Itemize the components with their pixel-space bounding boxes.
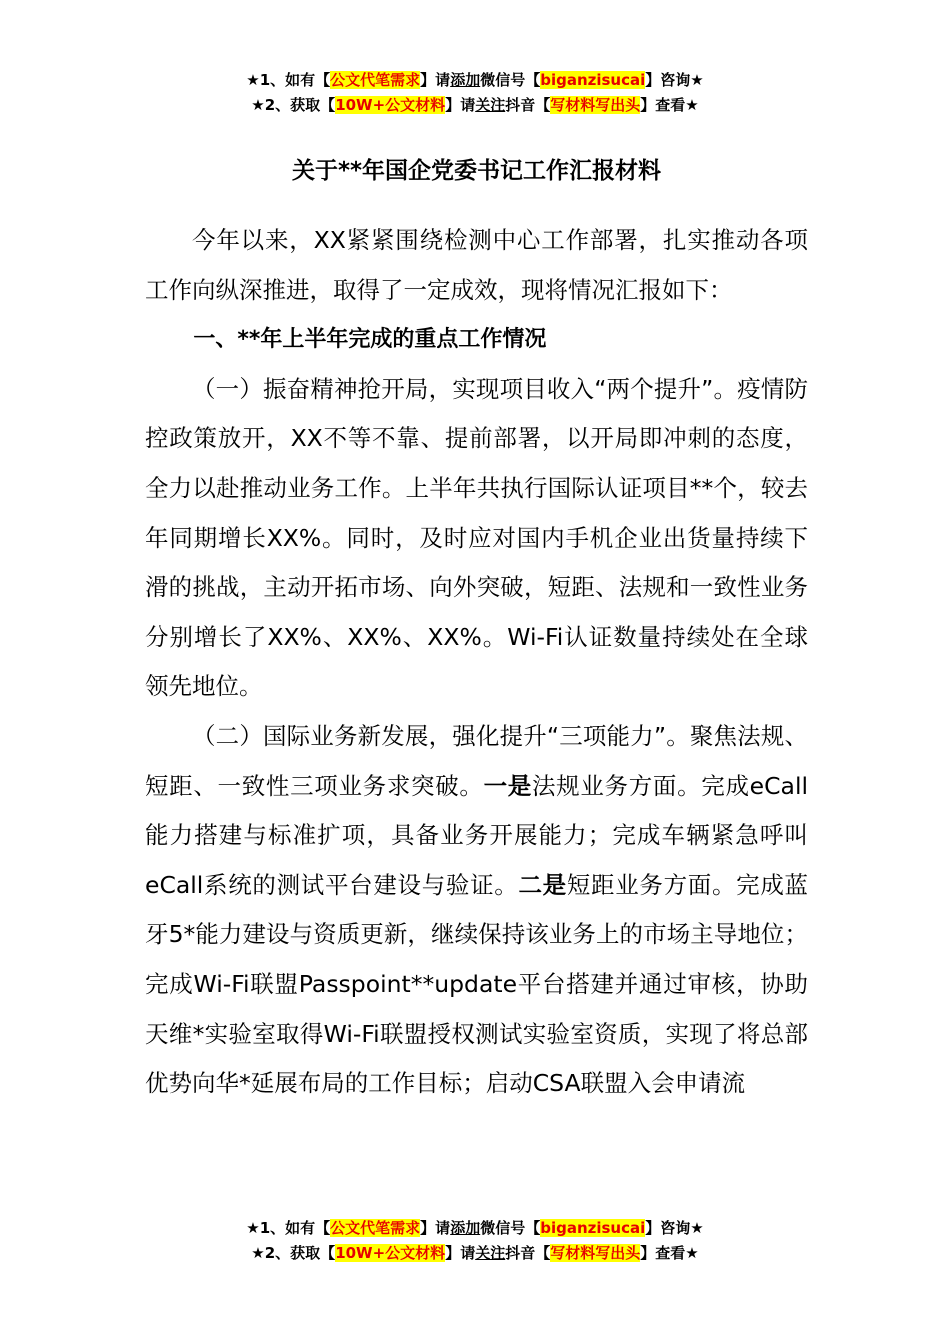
top-banner-line-2: ★2、获取【10W+公文材料】请关注抖音【写材料写出头】查看★ <box>251 96 699 114</box>
section-1-heading: 一、**年上半年完成的重点工作情况 <box>193 327 547 353</box>
bottom-banner <box>0 1216 950 1266</box>
highlight-douyin: 写材料写出头 <box>550 96 641 114</box>
highlight-ghostwriting: 公文代笔需求 <box>330 71 421 89</box>
top-banner-line-1: ★1、如有【公文代笔需求】请添加微信号【biganzisucai】咨询★ <box>246 71 704 89</box>
intro-paragraph: 今年以来，XX紧紧围绕检测中心工作部署，扎实推动各项工作向纵深推进，取得了一定成效，现将情况汇报如下： <box>145 226 808 304</box>
bottom-banner-line-1: ★1、如有【公文代笔需求】请添加微信号【biganzisucai】咨询★ <box>246 1219 704 1237</box>
bottom-banner-line-2: ★2、获取【10W+公文材料】请关注抖音【写材料写出头】查看★ <box>251 1244 699 1262</box>
top-banner <box>0 68 950 118</box>
highlight-wechat-id: biganzisucai <box>540 71 646 89</box>
document-title: 关于**年国企党委书记工作汇报材料 <box>291 158 662 184</box>
document-body <box>145 146 808 1109</box>
item-1-paragraph: （一）振奋精神抢开局，实现项目收入“两个提升”。疫情防控政策放开，XX不等不靠、提前部署，以开局即冲刺的态度，全力以赴推动业务工作。上半年共执行国际认证项目**个，较去年同期增长XX%。同时，及时应对国内手机企业出货量持续下滑的挑战，主动开拓市场、向外突破，短距、法规和一致性业务分别增长了XX%、XX%、XX%。Wi-Fi认证数量持续处在全球领先地位。 <box>145 374 808 701</box>
item-2-paragraph: （二）国际业务新发展，强化提升“三项能力”。聚焦法规、短距、一致性三项业务求突破。一是法规业务方面。完成eCall能力搭建与标准扩项，具备业务开展能力；完成车辆紧急呼叫eCall系统的测试平台建设与验证。二是短距业务方面。完成蓝牙5*能力建设与资质更新，继续保持该业务上的市场主导地位；完成Wi-Fi联盟Passpoint**update平台搭建并通过审核，协助天维*实验室取得Wi-Fi联盟授权测试实验室资质，实现了将总部优势向华*延展布局的工作目标；启动CSA联盟入会申请流 <box>145 721 809 1098</box>
highlight-materials: 10W+公文材料 <box>335 96 446 114</box>
